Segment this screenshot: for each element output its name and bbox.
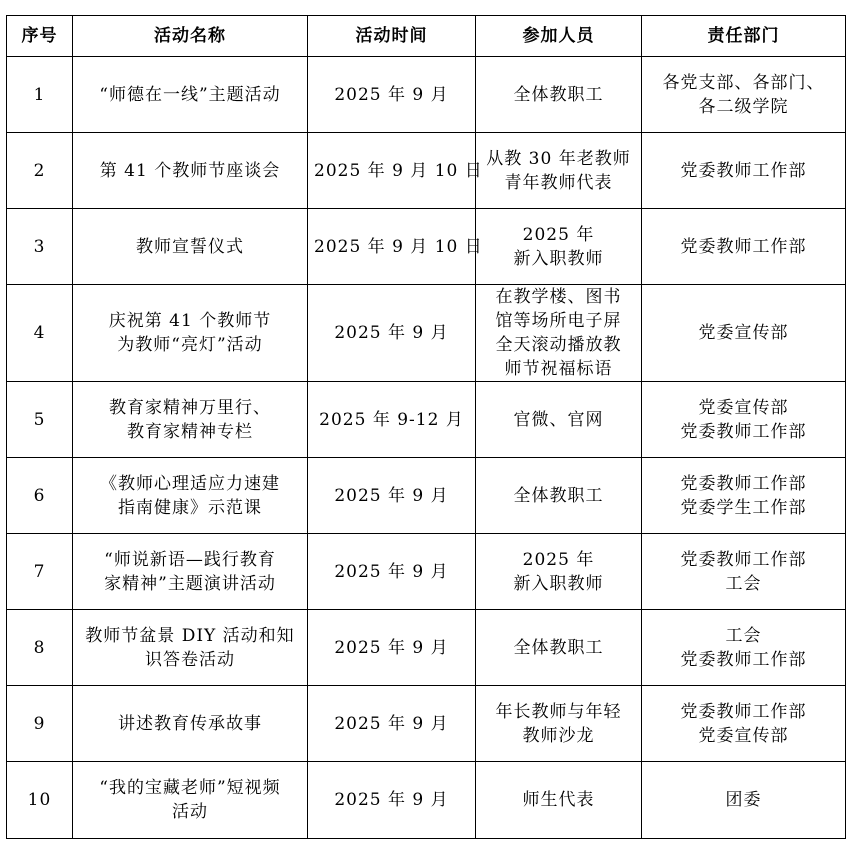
cell-activity-name [73, 133, 308, 209]
cell-participants-line: 官微、官网 [513, 409, 604, 430]
cell-participants-line: 全体教职工 [513, 84, 604, 105]
table-row [7, 458, 846, 534]
cell-activity-name-line: 为教师“亮灯”活动 [117, 335, 263, 355]
cell-participants-line: 全体教职工 [513, 637, 604, 658]
cell-activity-name-line: 《教师心理适应力速建 [100, 473, 280, 494]
cell-responsible-dept-line: 党委教师工作部 [680, 421, 807, 442]
cell-no: 8 [7, 610, 73, 686]
cell-activity-name [73, 534, 308, 610]
cell-responsible-dept-line: 党委教师工作部 [680, 701, 807, 722]
cell-activity-name-line: “师说新语—践行教育 [104, 549, 276, 570]
table-row [7, 534, 846, 610]
cell-responsible-dept-line: 党委宣传部 [698, 725, 789, 746]
cell-participants-line: 青年教师代表 [504, 172, 613, 193]
cell-activity-name [73, 458, 308, 534]
cell-participants-line: 年长教师与年轻 [495, 701, 622, 722]
table-row [7, 57, 846, 133]
cell-participants-line: 在教学楼、图书 [495, 287, 622, 307]
header-activity-name: 活动名称 [73, 16, 308, 57]
cell-responsible-dept-line: 党委教师工作部 [680, 160, 807, 181]
cell-activity-name-line: 教育家精神万里行、 [109, 397, 271, 418]
cell-responsible-dept [642, 209, 846, 285]
cell-activity-time [308, 285, 476, 382]
cell-activity-time [308, 686, 476, 762]
cell-no: 5 [7, 382, 73, 458]
cell-responsible-dept-line: 党委教师工作部 [680, 236, 807, 257]
cell-participants [476, 534, 642, 610]
cell-activity-name-line: “我的宝藏老师”短视频 [99, 778, 281, 798]
cell-activity-name [73, 285, 308, 382]
cell-no: 6 [7, 458, 73, 534]
header-responsible-dept: 责任部门 [642, 16, 846, 57]
cell-responsible-dept [642, 285, 846, 382]
cell-activity-name-line: 活动 [172, 802, 208, 822]
cell-participants [476, 458, 642, 534]
cell-responsible-dept [642, 458, 846, 534]
cell-participants [476, 762, 642, 839]
cell-activity-time [308, 762, 476, 839]
cell-no: 9 [7, 686, 73, 762]
cell-responsible-dept [642, 534, 846, 610]
cell-responsible-dept-line: 党委学生工作部 [680, 497, 807, 518]
cell-responsible-dept-line: 党委宣传部 [698, 397, 789, 418]
cell-no: 10 [7, 762, 73, 839]
cell-participants-line: 全天滚动播放教 [495, 335, 622, 355]
cell-participants [476, 610, 642, 686]
cell-activity-time [308, 382, 476, 458]
cell-no: 3 [7, 209, 73, 285]
cell-activity-name-line: “师德在一线”主题活动 [99, 84, 281, 105]
cell-activity-name [73, 610, 308, 686]
table-row [7, 382, 846, 458]
cell-activity-time-line: 2025 年 9 月 10 日 [314, 160, 483, 181]
cell-responsible-dept-line: 工会 [725, 573, 762, 594]
cell-participants-line: 教师沙龙 [522, 725, 595, 746]
cell-activity-name [73, 762, 308, 839]
cell-responsible-dept [642, 762, 846, 839]
cell-responsible-dept-line: 党委宣传部 [698, 323, 789, 343]
cell-participants-line: 馆等场所电子屏 [495, 311, 622, 331]
cell-activity-time [308, 458, 476, 534]
cell-responsible-dept [642, 57, 846, 133]
cell-responsible-dept [642, 610, 846, 686]
cell-activity-name [73, 686, 308, 762]
cell-participants-line: 新入职教师 [513, 573, 604, 594]
cell-activity-time-line: 2025 年 9 月 [334, 637, 449, 658]
cell-activity-time [308, 209, 483, 285]
cell-participants [476, 285, 642, 382]
table-row [7, 285, 846, 382]
cell-activity-name-line: 讲述教育传承故事 [118, 713, 262, 734]
cell-responsible-dept [642, 133, 846, 209]
header-participants: 参加人员 [476, 16, 642, 57]
cell-responsible-dept-line: 党委教师工作部 [680, 649, 807, 670]
table-body [7, 57, 846, 839]
header-activity-time: 活动时间 [308, 16, 476, 57]
cell-activity-time-line: 2025 年 9 月 10 日 [314, 236, 483, 257]
table-row [7, 610, 846, 686]
table-row [7, 133, 846, 209]
table-header-row [7, 16, 846, 57]
cell-activity-time-line: 2025 年 9-12 月 [319, 409, 464, 430]
cell-activity-time [308, 534, 476, 610]
cell-activity-time [308, 610, 476, 686]
cell-activity-name-line: 识答卷活动 [145, 649, 235, 670]
cell-responsible-dept-line: 工会 [725, 625, 762, 646]
header-no: 序号 [7, 16, 73, 57]
cell-responsible-dept-line: 各二级学院 [698, 96, 789, 117]
cell-activity-time-line: 2025 年 9 月 [334, 713, 449, 734]
cell-participants [476, 382, 642, 458]
cell-participants [476, 133, 642, 209]
cell-responsible-dept-line: 各党支部、各部门、 [662, 72, 825, 93]
cell-activity-name-line: 家精神”主题演讲活动 [104, 573, 276, 594]
cell-no: 4 [7, 285, 73, 382]
activity-schedule-table [6, 15, 846, 839]
table-row [7, 209, 846, 285]
cell-responsible-dept [642, 382, 846, 458]
cell-responsible-dept [642, 686, 846, 762]
cell-activity-name-line: 指南健康》示范课 [118, 497, 262, 518]
table-row [7, 686, 846, 762]
cell-participants-line: 2025 年 [522, 549, 595, 570]
cell-participants-line: 从教 30 年老教师 [486, 148, 631, 169]
cell-responsible-dept-line: 团委 [725, 790, 762, 810]
cell-activity-name-line: 第 41 个教师节座谈会 [99, 160, 281, 181]
cell-activity-name-line: 庆祝第 41 个教师节 [108, 311, 272, 331]
cell-activity-time [308, 57, 476, 133]
cell-activity-time-line: 2025 年 9 月 [334, 790, 449, 810]
cell-activity-time-line: 2025 年 9 月 [334, 561, 449, 582]
cell-participants-line: 全体教职工 [513, 485, 604, 506]
cell-responsible-dept-line: 党委教师工作部 [680, 473, 807, 494]
cell-participants [476, 57, 642, 133]
cell-participants-line: 师节祝福标语 [504, 359, 613, 379]
cell-activity-name [73, 209, 308, 285]
cell-activity-time-line: 2025 年 9 月 [334, 84, 449, 105]
cell-activity-name-line: 教育家精神专栏 [127, 421, 253, 442]
cell-no: 2 [7, 133, 73, 209]
cell-activity-name-line: 教师宣誓仪式 [136, 236, 244, 257]
cell-participants [476, 686, 642, 762]
cell-participants-line: 新入职教师 [513, 248, 604, 269]
cell-activity-name-line: 教师节盆景 DIY 活动和知 [85, 625, 295, 646]
table-row [7, 762, 846, 839]
cell-participants [476, 209, 642, 285]
cell-activity-time-line: 2025 年 9 月 [334, 323, 449, 343]
cell-responsible-dept-line: 党委教师工作部 [680, 549, 807, 570]
cell-activity-name [73, 382, 308, 458]
cell-no: 7 [7, 534, 73, 610]
cell-no: 1 [7, 57, 73, 133]
cell-participants-line: 师生代表 [522, 790, 595, 810]
cell-participants-line: 2025 年 [522, 224, 595, 245]
cell-activity-time-line: 2025 年 9 月 [334, 485, 449, 506]
cell-activity-name [73, 57, 308, 133]
cell-activity-time [308, 133, 483, 209]
